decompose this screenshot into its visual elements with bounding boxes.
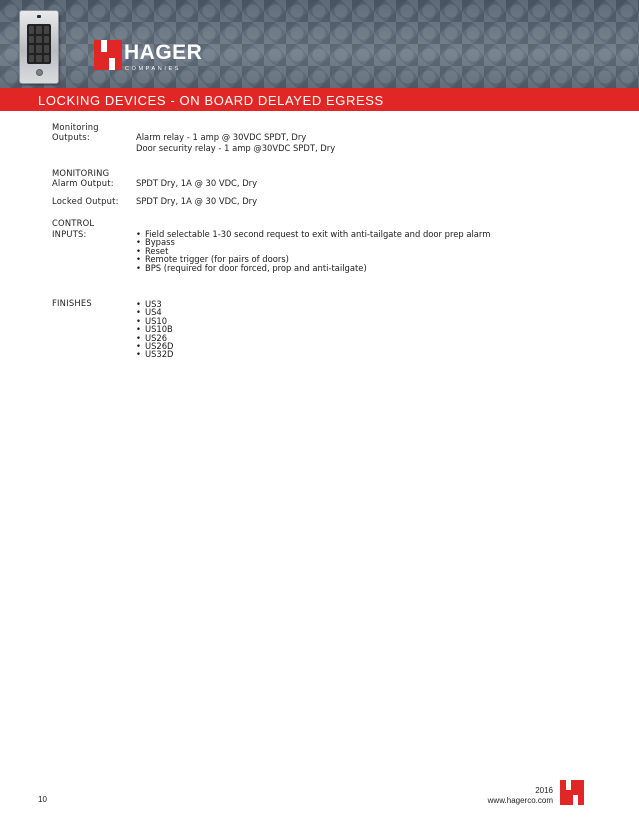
list-item: • Remote trigger (for pairs of doors) [136,255,490,263]
list-item: • US26 [136,334,174,342]
page-number: 10 [38,795,47,804]
control-inputs-list [136,230,490,272]
hager-logo-icon [94,40,122,70]
list-item: • US32D [136,350,174,358]
brand-logo-text: HAGER [124,41,203,64]
list-item: • US10 [136,317,174,325]
list-item: • US4 [136,308,174,316]
keypad-led [37,15,41,18]
keypad-buttons [27,24,51,64]
spec-value: SPDT Dry, 1A @ 30 VDC, Dry [136,178,258,188]
finishes-list [136,300,174,359]
spec-label: Locked Output: [52,196,119,206]
spec-label: CONTROL [52,218,95,228]
list-item: • Reset [136,247,490,255]
spec-value: Alarm relay - 1 amp @ 30VDC SPDT, Dry [136,132,307,142]
spec-label: FINISHES [52,298,92,308]
list-item: • BPS (required for door forced, prop and anti-tailgate) [136,264,490,272]
spec-value: SPDT Dry, 1A @ 30 VDC, Dry [136,196,258,206]
spec-value: Door security relay - 1 amp @30VDC SPDT, Dry [136,143,336,153]
list-item: • US10B [136,325,174,333]
hager-footer-logo-icon [560,780,584,805]
spec-label: Outputs: [52,132,90,142]
spec-label: Monitoring [52,122,99,132]
brand-logo-subtext: COMPANIES [125,66,181,72]
list-item: • US26D [136,342,174,350]
spec-label: MONITORING [52,168,110,178]
section-title: LOCKING DEVICES - ON BOARD DELAYED EGRESS [38,93,384,108]
list-item: • US3 [136,300,174,308]
keypad-product-image [19,10,59,84]
list-item: • Bypass [136,238,490,246]
spec-label: Alarm Output: [52,178,114,188]
spec-label: INPUTS: [52,229,87,239]
screw-icon [36,69,43,76]
footer-year: 2016 [535,786,553,795]
list-item: • Field selectable 1-30 second request to exit with anti-tailgate and door prep alarm [136,230,490,238]
footer-url: www.hagerco.com [487,796,553,805]
header-banner [0,0,639,88]
